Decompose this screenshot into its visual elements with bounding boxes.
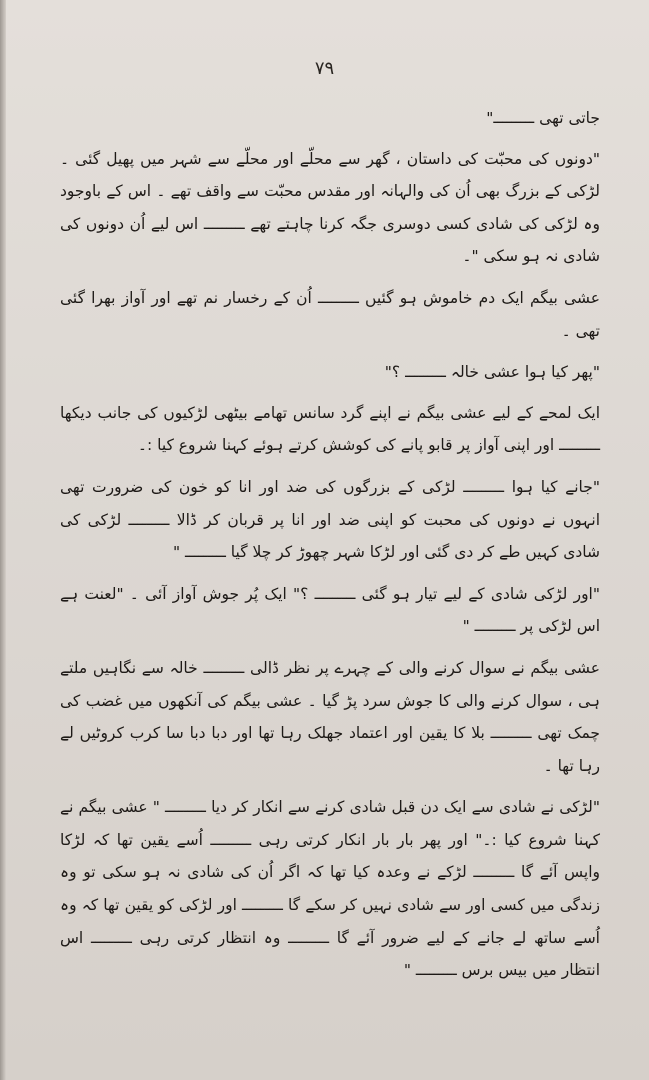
paragraph-9: "لڑکی نے شادی سے ایک دن قبل شادی کرنے سے انکار کر دیا ـــــــــ " عشی بیگم نے کہنا شروع کیا :۔" اور پھر بار بار انکار کرتی رہی ـــــــــ اُسے یقین تھا کہ لڑکا واپس آئے گا ـــــــــ لڑکے نے وعدہ کیا تھا کہ اگر اُن کی شادی نہ ہو سکی تو وہ زندگی میں کسی اور سے شادی نہیں کر سکے گا ـــــــــ اور لڑکی کو یقین تھا کہ وہ اُسے ساتھ لے جانے کے لیے ضرور آئے گا ـــــــــ وہ انتظار کرتی رہی ـــــــــ اس انتظار میں بیس برس ـــــــــ " — [60, 798, 600, 980]
paragraph-4: "پھر کیا ہوا عشی خالہ ـــــــــ ؟" — [384, 363, 600, 382]
paragraph-8: عشی بیگم نے سوال کرنے والی کے چہرے پر نظر ڈالی ـــــــــ خالہ سے نگاہیں ملتے ہی ، سوال کرنے والی کا جوش سرد پڑ گیا ۔ عشی بیگم کی آنکھوں میں غضب کی چمک تھی ـــــــــ بلا کا یقین اور اعتماد جھلک رہا تھا اور دبا دبا سا کرب کروٹیں لے رہا تھا ۔ — [60, 658, 600, 775]
paragraph-3: عشی بیگم ایک دم خاموش ہو گئیں ـــــــــ اُن کے رخسار نم تھے اور آواز بھرا گئی تھی ۔ — [60, 288, 600, 340]
page-number: ۷۹ — [314, 58, 335, 79]
paragraph-2: "دونوں کی محبّت کی داستان ، گھر سے محلّے اور محلّے سے شہر میں پھیل گئی ۔ لڑکی کے بزرگ بھی اُن کی والہانہ اور مقدس محبّت سے واقف تھے ۔ اس کے باوجود وہ لڑکی کی شادی کسی دوسری جگہ کرنا چاہتے تھے ـــــــــ اس لیے اُن دونوں کی شادی نہ ہو سکی "۔ — [60, 149, 600, 266]
paragraph-6: "جانے کیا ہوا ـــــــــ لڑکی کے بزرگوں کی ضد اور انا کو خون کی ضرورت تھی انہوں نے دونوں کی محبت کو اپنی ضد اور انا پر قربان کر ڈالا ـــــــــ لڑکی کی شادی کہیں طے کر دی گئی اور لڑکا شہر چھوڑ کر چلا گیا ـــــــــ " — [60, 477, 600, 562]
paragraph-1: جاتی تھی ـــــــــ" — [486, 109, 600, 127]
page-text-block — [60, 102, 600, 996]
page-binding-edge — [0, 0, 6, 1080]
paragraph-7: "اور لڑکی شادی کے لیے تیار ہو گئی ـــــــــ ؟" ایک پُر جوش آواز آئی ۔ "لعنت ہے اس لڑکی پر ـــــــــ " — [60, 584, 600, 636]
paragraph-5: ایک لمحے کے لیے عشی بیگم نے اپنے گرد سانس تھامے بیٹھی لڑکیوں کی جانب دیکھا ـــــــــ اور اپنی آواز پر قابو پانے کی کوشش کرتے ہوئے کہنا شروع کیا :۔ — [60, 403, 600, 455]
